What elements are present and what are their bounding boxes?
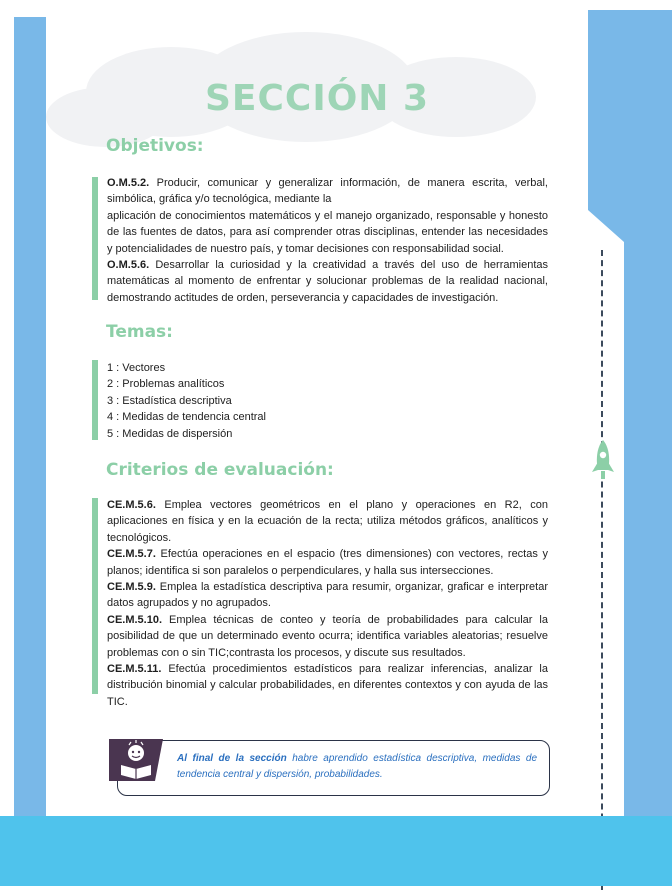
criterion-code: CE.M.5.10.: [107, 613, 163, 626]
rocket-icon: [590, 438, 616, 482]
criterion-item: [107, 612, 548, 661]
section-title: SECCIÓN 3: [204, 78, 430, 119]
objective-text: Producir, comunicar y generalizar información, de manera escrita, verbal, simbólica, gráfica y/o tecnológica, mediante la: [107, 177, 548, 206]
criterion-text: Emplea la estadística descriptiva para resumir, organizar, graficar e interpretar datos agrupados y no agrupados.: [107, 581, 548, 610]
dashed-trail: [601, 250, 603, 890]
objective-text: Desarrollar la curiosidad y la creatividad a través del uso de herramientas matemáticas al momento de enfrentar y solucionar problemas de la realidad nacional, demostrando actitudes de orden, perseverancia y capacidades de investigación.: [107, 259, 548, 304]
summary-note-text: [177, 751, 537, 783]
note-lead: Al final de la sección: [177, 753, 287, 764]
criteria-bar: [92, 498, 98, 694]
topic-item: 3 : Estadística descriptiva: [107, 394, 232, 407]
criterion-code: CE.M.5.9.: [107, 581, 156, 594]
criteria-heading: Criterios de evaluación:: [106, 460, 334, 480]
topic-item: 1 : Vectores: [107, 362, 166, 374]
topics-heading: Temas:: [106, 322, 173, 342]
criteria-block: [107, 497, 548, 710]
criterion-item: [107, 497, 548, 546]
criterion-item: [107, 579, 548, 612]
topics-bar: [92, 360, 98, 440]
criterion-item: [107, 661, 548, 710]
criterion-text: Efectúa operaciones en el espacio (tres dimensiones) con vectores, rectas y planos; identifica si son paralelos o perpendiculares, y halla sus intersecciones.: [107, 548, 548, 577]
objective-code: O.M.5.6.: [107, 259, 150, 272]
objective-item: [107, 208, 548, 257]
criterion-text: Efectúa procedimientos estadísticos para realizar inferencias, analizar la distribución binomial y calcular probabilidades, en diferentes contextos y con ayuda de las TIC.: [107, 663, 548, 708]
topic-item: 2 : Problemas analíticos: [107, 378, 225, 391]
objectives-heading: Objetivos:: [106, 136, 204, 156]
criterion-code: CE.M.5.11.: [107, 663, 162, 676]
objective-item: [107, 257, 548, 306]
topics-list: [107, 360, 266, 442]
criterion-item: [107, 546, 548, 579]
criterion-code: CE.M.5.6.: [107, 499, 156, 511]
objective-code: O.M.5.2.: [107, 177, 150, 189]
objective-item: [107, 175, 548, 208]
topic-item: 5 : Medidas de dispersión: [107, 427, 233, 440]
criterion-text: Emplea técnicas de conteo y teoría de probabilidades para calcular la posibilidad de que un determinado evento ocurra; identifica variables aleatorias; resuelve problemas con o sin TIC;contrasta los procesos, y discute sus resultados.: [107, 613, 548, 659]
criterion-text: Emplea vectores geométricos en el plano y operaciones en R2, con aplicaciones en física y en la ecuación de la recta; utiliza métodos gráficos, analíticos y tecnológicos.: [107, 499, 548, 544]
bottom-band: [0, 816, 672, 886]
book-reader-icon: [105, 735, 167, 785]
left-side-band: [14, 17, 46, 886]
topic-item: 4 : Medidas de tendencia central: [107, 411, 266, 424]
criterion-code: CE.M.5.7.: [107, 548, 156, 561]
objective-text: aplicación de conocimientos matemáticos y el manejo organizado, responsable y honesto de las fuentes de datos, para así comprender otras disciplinas, entender las necesidades y potencialidades de nuestro país, y tomar decisiones con responsabilidad social.: [107, 209, 548, 255]
note-body: habre aprendido estadística descriptiva, medidas de tendencia central y dispersión, probabilidades.: [177, 753, 538, 780]
objectives-block: [107, 175, 548, 306]
objectives-bar: [92, 177, 98, 300]
